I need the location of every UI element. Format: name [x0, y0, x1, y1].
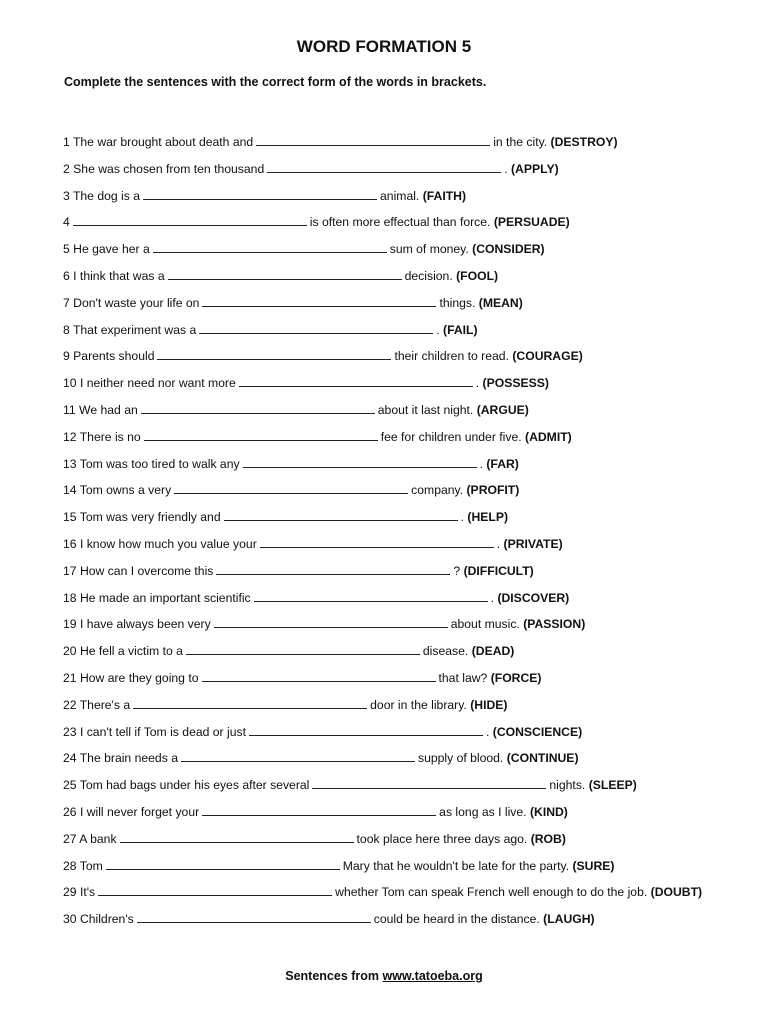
bracket-keyword: (ROB)	[530, 831, 566, 846]
answer-blank	[133, 696, 367, 709]
bracket-keyword: (FOOL)	[456, 268, 499, 283]
exercise-item	[63, 642, 753, 669]
sentence-start: 14 Tom owns a very	[63, 483, 172, 498]
sentence-end: as long as I live.	[439, 804, 527, 819]
bracket-keyword: (FAITH)	[422, 188, 467, 203]
sentence-start: 5 He gave her a	[63, 242, 150, 257]
exercise-item	[63, 776, 753, 803]
footer	[0, 969, 768, 983]
sentence-end: door in the library.	[370, 697, 467, 712]
exercise-item	[63, 857, 753, 884]
answer-blank	[143, 187, 377, 200]
bracket-keyword: (KIND)	[529, 804, 568, 819]
sentence-start: 16 I know how much you value your	[63, 536, 257, 551]
sentence-start: 19 I have always been very	[63, 617, 211, 632]
answer-blank	[224, 508, 458, 521]
sentence-start: 17 How can I overcome this	[63, 563, 214, 578]
exercise-list	[63, 133, 753, 937]
sentence-start: 26 I will never forget your	[63, 804, 200, 819]
sentence-start: 25 Tom had bags under his eyes after several	[63, 778, 310, 793]
bracket-keyword: (SLEEP)	[588, 778, 637, 793]
bracket-keyword: (FORCE)	[490, 670, 542, 685]
footer-link[interactable]: www.tatoeba.org	[382, 969, 483, 983]
sentence-start: 15 Tom was very friendly and	[63, 510, 221, 525]
sentence-end: .	[475, 376, 480, 391]
sentence-end: is often more effectual than force.	[309, 215, 491, 230]
bracket-keyword: (HIDE)	[470, 697, 508, 712]
sentence-start: 18 He made an important scientific	[63, 590, 251, 605]
sentence-start: 11 We had an	[63, 402, 138, 417]
exercise-item	[63, 374, 753, 401]
sentence-end: about music.	[450, 617, 520, 632]
exercise-item	[63, 615, 753, 642]
sentence-end: things.	[439, 295, 476, 310]
exercise-item	[63, 428, 753, 455]
sentence-end: whether Tom can speak French well enough to do the job.	[335, 885, 648, 900]
sentence-end: fee for children under five.	[380, 429, 522, 444]
sentence-end: .	[490, 590, 495, 605]
answer-blank	[216, 562, 450, 575]
exercise-item	[63, 321, 753, 348]
exercise-item	[63, 481, 753, 508]
sentence-end: .	[496, 536, 501, 551]
sentence-end: disease.	[422, 644, 469, 659]
sentence-start: 10 I neither need nor want more	[63, 376, 236, 391]
sentence-end: .	[460, 510, 464, 525]
exercise-item	[63, 455, 753, 482]
exercise-item	[63, 723, 753, 750]
answer-blank	[202, 803, 436, 816]
sentence-start: 9 Parents should	[63, 349, 155, 364]
sentence-start: 2 She was chosen from ten thousand	[63, 161, 265, 176]
answer-blank	[153, 240, 387, 253]
sentence-end: their children to read.	[394, 349, 509, 364]
answer-blank	[168, 267, 402, 280]
answer-blank	[106, 857, 340, 870]
bracket-keyword: (ARGUE)	[476, 402, 529, 417]
answer-blank	[73, 213, 307, 226]
answer-blank	[202, 294, 436, 307]
sentence-start: 7 Don't waste your life on	[63, 295, 200, 310]
sentence-end: took place here three days ago.	[356, 831, 528, 846]
sentence-end: could be heard in the distance.	[373, 912, 540, 927]
bracket-keyword: (SURE)	[572, 858, 615, 873]
bracket-keyword: (LAUGH)	[543, 912, 595, 927]
instructions: Complete the sentences with the correct form of the words in brackets.	[64, 75, 487, 89]
bracket-keyword: (CONSIDER)	[472, 242, 545, 257]
sentence-end: .	[436, 322, 440, 337]
exercise-item	[63, 749, 753, 776]
exercise-item	[63, 910, 753, 937]
exercise-item	[63, 267, 753, 294]
sentence-start: 24 The brain needs a	[63, 751, 178, 766]
sentence-start: 12 There is no	[63, 429, 141, 444]
sentence-end: that law?	[438, 670, 488, 685]
bracket-keyword: (ADMIT)	[525, 429, 572, 444]
sentence-end: about it last night.	[377, 402, 474, 417]
exercise-item	[63, 133, 753, 160]
sentence-start: 28 Tom	[63, 858, 103, 873]
answer-blank	[312, 776, 546, 789]
answer-blank	[141, 401, 375, 414]
exercise-item	[63, 830, 753, 857]
exercise-item	[63, 883, 753, 910]
exercise-item	[63, 240, 753, 267]
answer-blank	[260, 535, 494, 548]
exercise-item	[63, 589, 753, 616]
sentence-end: sum of money.	[389, 242, 469, 257]
exercise-item	[63, 187, 753, 214]
exercise-item	[63, 213, 753, 240]
bracket-keyword: (FAR)	[486, 456, 519, 471]
sentence-start: 4	[63, 215, 70, 230]
bracket-keyword: (PERSUADE)	[493, 215, 570, 230]
bracket-keyword: (CONSCIENCE)	[492, 724, 583, 739]
bracket-keyword: (DISCOVER)	[497, 590, 570, 605]
bracket-keyword: (MEAN)	[478, 295, 523, 310]
exercise-item	[63, 347, 753, 374]
answer-blank	[181, 749, 415, 762]
exercise-item	[63, 535, 753, 562]
answer-blank	[98, 883, 332, 896]
bracket-keyword: (APPLY)	[511, 161, 559, 176]
bracket-keyword: (PRIVATE)	[503, 536, 563, 551]
sentence-start: 27 A bank	[63, 831, 117, 846]
page-title: WORD FORMATION 5	[296, 37, 472, 56]
sentence-start: 13 Tom was too tired to walk any	[63, 456, 240, 471]
answer-blank	[144, 428, 378, 441]
sentence-start: 20 He fell a victim to a	[63, 644, 183, 659]
bracket-keyword: (FAIL)	[443, 322, 478, 337]
bracket-keyword: (COURAGE)	[512, 349, 583, 364]
exercise-item	[63, 669, 753, 696]
answer-blank	[202, 669, 436, 682]
answer-blank	[120, 830, 354, 843]
answer-blank	[254, 589, 488, 602]
sentence-end: animal.	[380, 188, 420, 203]
answer-blank	[186, 642, 420, 655]
bracket-keyword: (PROFIT)	[466, 483, 520, 498]
exercise-item	[63, 294, 753, 321]
footer-prefix: Sentences from	[285, 969, 380, 983]
bracket-keyword: (CONTINUE)	[506, 751, 579, 766]
sentence-start: 23 I can't tell if Tom is dead or just	[63, 724, 246, 739]
answer-blank	[174, 481, 408, 494]
answer-blank	[137, 910, 371, 923]
bracket-keyword: (POSSESS)	[482, 376, 549, 391]
sentence-end: decision.	[404, 268, 453, 283]
bracket-keyword: (DESTROY)	[550, 135, 618, 149]
exercise-item	[63, 803, 753, 830]
sentence-end: in the city.	[493, 135, 548, 149]
sentence-start: 22 There's a	[63, 697, 131, 712]
sentence-start: 8 That experiment was a	[63, 322, 197, 337]
sentence-start: 1 The war brought about death and	[63, 135, 254, 149]
sentence-start: 30 Children's	[63, 912, 134, 927]
sentence-start: 6 I think that was a	[63, 268, 165, 283]
bracket-keyword: (DIFFICULT)	[463, 563, 534, 578]
bracket-keyword: (HELP)	[467, 510, 509, 525]
sentence-end: .	[485, 724, 490, 739]
answer-blank	[267, 160, 501, 173]
exercise-item	[63, 508, 753, 535]
answer-blank	[256, 133, 490, 146]
answer-blank	[249, 723, 483, 736]
sentence-end: company.	[411, 483, 464, 498]
exercise-item	[63, 562, 753, 589]
sentence-start: 29 It's	[63, 885, 96, 900]
answer-blank	[199, 321, 433, 334]
answer-blank	[214, 615, 448, 628]
sentence-start: 3 The dog is a	[63, 188, 141, 203]
bracket-keyword: (DOUBT)	[650, 885, 703, 900]
exercise-item	[63, 696, 753, 723]
sentence-start: 21 How are they going to	[63, 670, 199, 685]
sentence-end: nights.	[549, 778, 586, 793]
sentence-end: Mary that he wouldn't be late for the party.	[342, 858, 570, 873]
sentence-end: .	[479, 456, 483, 471]
exercise-item	[63, 160, 753, 187]
sentence-end: ?	[453, 563, 461, 578]
answer-blank	[239, 374, 473, 387]
sentence-end: supply of blood.	[417, 751, 504, 766]
answer-blank	[243, 455, 477, 468]
bracket-keyword: (DEAD)	[471, 644, 515, 659]
bracket-keyword: (PASSION)	[523, 617, 586, 632]
exercise-item	[63, 401, 753, 428]
answer-blank	[157, 347, 391, 360]
sentence-end: .	[504, 161, 508, 176]
